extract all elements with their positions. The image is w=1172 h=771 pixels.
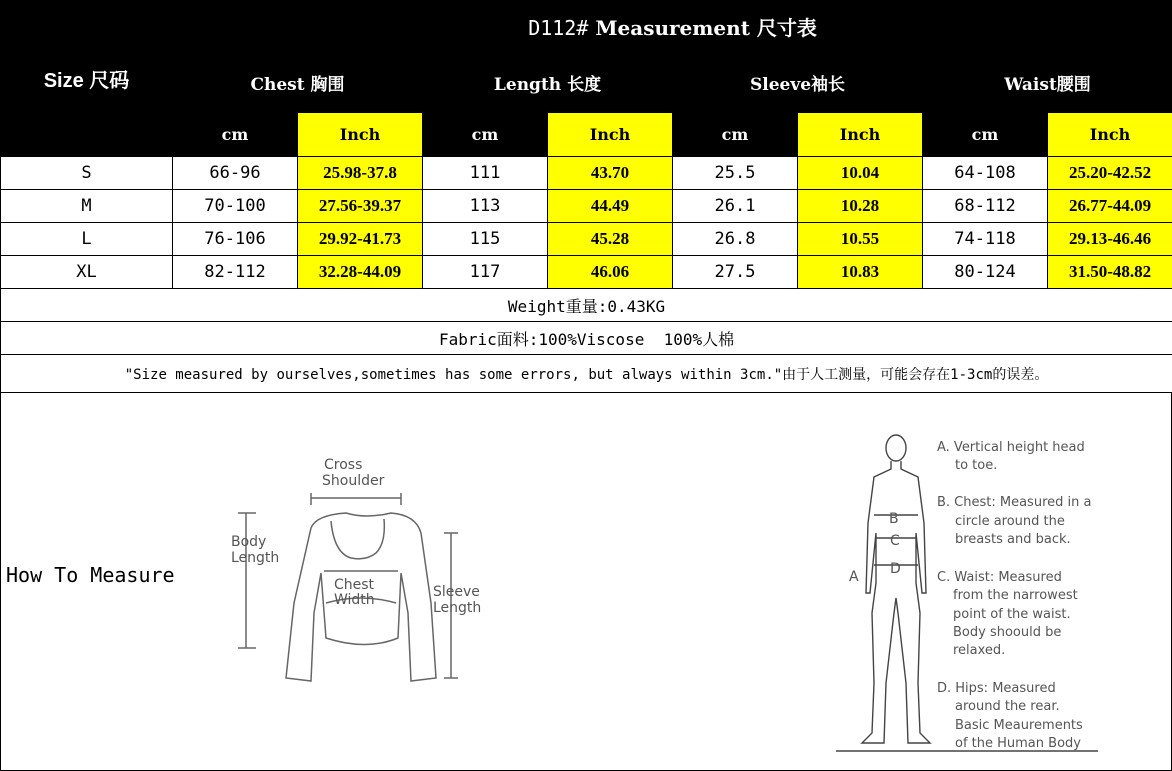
body-length-label-1: Body	[231, 534, 267, 550]
table-row	[1, 190, 1172, 223]
note-c-line-5: relaxed.	[953, 643, 1006, 658]
chest-inch-cell: 32.28-44.09	[298, 256, 423, 289]
note-c-line-3: point of the waist.	[953, 607, 1071, 622]
size-header: Size 尺码	[1, 1, 173, 157]
waist-cm-cell: 80-124	[923, 256, 1048, 289]
note-a-line-2: to toe.	[955, 458, 998, 473]
sleeve-cm-cell: 26.8	[673, 223, 798, 256]
chart-title	[173, 1, 1172, 53]
chest-width-label-1: Chest	[334, 577, 375, 593]
table-row	[1, 157, 1172, 190]
length-inch-cell: 44.49	[548, 190, 673, 223]
unit-inch: Inch	[548, 113, 673, 157]
chest-inch-cell: 29.92-41.73	[298, 223, 423, 256]
how-to-measure-label: How To Measure	[6, 563, 175, 587]
length-cm-cell: 115	[423, 223, 548, 256]
marker-b: B	[889, 511, 899, 527]
note-b-line-3: breasts and back.	[955, 532, 1071, 547]
waist-cm-cell: 74-118	[923, 223, 1048, 256]
chest-width-label-2: Width	[334, 592, 375, 608]
length-inch-cell: 46.06	[548, 256, 673, 289]
chest-cm-cell: 82-112	[173, 256, 298, 289]
note-b-line-1: B. Chest: Measured in a	[937, 495, 1092, 510]
note-c-line-1: C. Waist: Measured	[937, 570, 1062, 585]
unit-cm: cm	[423, 113, 548, 157]
chest-inch-cell: 27.56-39.37	[298, 190, 423, 223]
waist-cm-cell: 64-108	[923, 157, 1048, 190]
unit-cm: cm	[673, 113, 798, 157]
model-code: D112#	[528, 16, 589, 40]
sleeve-inch-cell: 10.04	[798, 157, 923, 190]
length-inch-cell: 45.28	[548, 223, 673, 256]
category-waist: Waist腰围	[923, 53, 1172, 113]
unit-cm: cm	[923, 113, 1048, 157]
length-inch-cell: 43.70	[548, 157, 673, 190]
table-row	[1, 256, 1172, 289]
unit-inch: Inch	[298, 113, 423, 157]
table-row	[1, 223, 1172, 256]
waist-cm-cell: 68-112	[923, 190, 1048, 223]
length-cm-cell: 113	[423, 190, 548, 223]
cross-shoulder-label-1: Cross	[324, 457, 363, 473]
chest-cm-cell: 76-106	[173, 223, 298, 256]
size-cell: S	[1, 157, 173, 190]
note-d-line-2: around the rear.	[955, 699, 1060, 714]
size-cell: M	[1, 190, 173, 223]
size-cell: XL	[1, 256, 173, 289]
note-b-line-2: circle around the	[955, 514, 1065, 529]
category-sleeve: Sleeve袖长	[673, 53, 923, 113]
note-d-line-4: of the Human Body	[955, 736, 1081, 751]
category-length: Length 长度	[423, 53, 673, 113]
body-length-label-2: Length	[231, 550, 280, 566]
measurement-note: "Size measured by ourselves,sometimes has some errors, but always within 3cm."由于人工测量，可能会存在1-3cm的误差。	[1, 355, 1172, 393]
category-chest: Chest 胸围	[173, 53, 423, 113]
sleeve-inch-cell: 10.83	[798, 256, 923, 289]
note-c-line-2: from the narrowest	[953, 588, 1078, 603]
size-cell: L	[1, 223, 173, 256]
marker-a: A	[849, 569, 859, 585]
how-to-measure-section	[0, 392, 1172, 771]
note-a-line-1: A. Vertical height head	[937, 440, 1085, 455]
waist-inch-cell: 26.77-44.09	[1048, 190, 1172, 223]
weight-row: Weight重量:0.43KG	[1, 289, 1172, 322]
sleeve-inch-cell: 10.55	[798, 223, 923, 256]
unit-cm: cm	[173, 113, 298, 157]
sleeve-length-label-1: Sleeve	[433, 584, 480, 600]
sleeve-cm-cell: 26.1	[673, 190, 798, 223]
chest-cm-cell: 70-100	[173, 190, 298, 223]
length-cm-cell: 117	[423, 256, 548, 289]
fabric-row: Fabric面料:100%Viscose 100%人棉	[1, 322, 1172, 355]
chest-cm-cell: 66-96	[173, 157, 298, 190]
sleeve-length-label-2: Length	[433, 600, 482, 616]
marker-c: C	[890, 533, 900, 549]
waist-inch-cell: 31.50-48.82	[1048, 256, 1172, 289]
title-text: Measurement 尺寸表	[595, 16, 817, 40]
cross-shoulder-label-2: Shoulder	[322, 473, 385, 489]
note-c-line-4: Body shoould be	[953, 625, 1062, 640]
length-cm-cell: 111	[423, 157, 548, 190]
waist-inch-cell: 29.13-46.46	[1048, 223, 1172, 256]
note-d-line-3: Basic Meaurements	[955, 718, 1083, 733]
chest-inch-cell: 25.98-37.8	[298, 157, 423, 190]
sleeve-cm-cell: 25.5	[673, 157, 798, 190]
waist-inch-cell: 25.20-42.52	[1048, 157, 1172, 190]
sleeve-inch-cell: 10.28	[798, 190, 923, 223]
unit-inch: Inch	[798, 113, 923, 157]
unit-inch: Inch	[1048, 113, 1172, 157]
garment-diagram	[226, 453, 496, 693]
sleeve-cm-cell: 27.5	[673, 256, 798, 289]
marker-d: D	[890, 561, 901, 577]
body-measurement-diagram	[836, 433, 1136, 758]
note-d-line-1: D. Hips: Measured	[937, 681, 1056, 696]
